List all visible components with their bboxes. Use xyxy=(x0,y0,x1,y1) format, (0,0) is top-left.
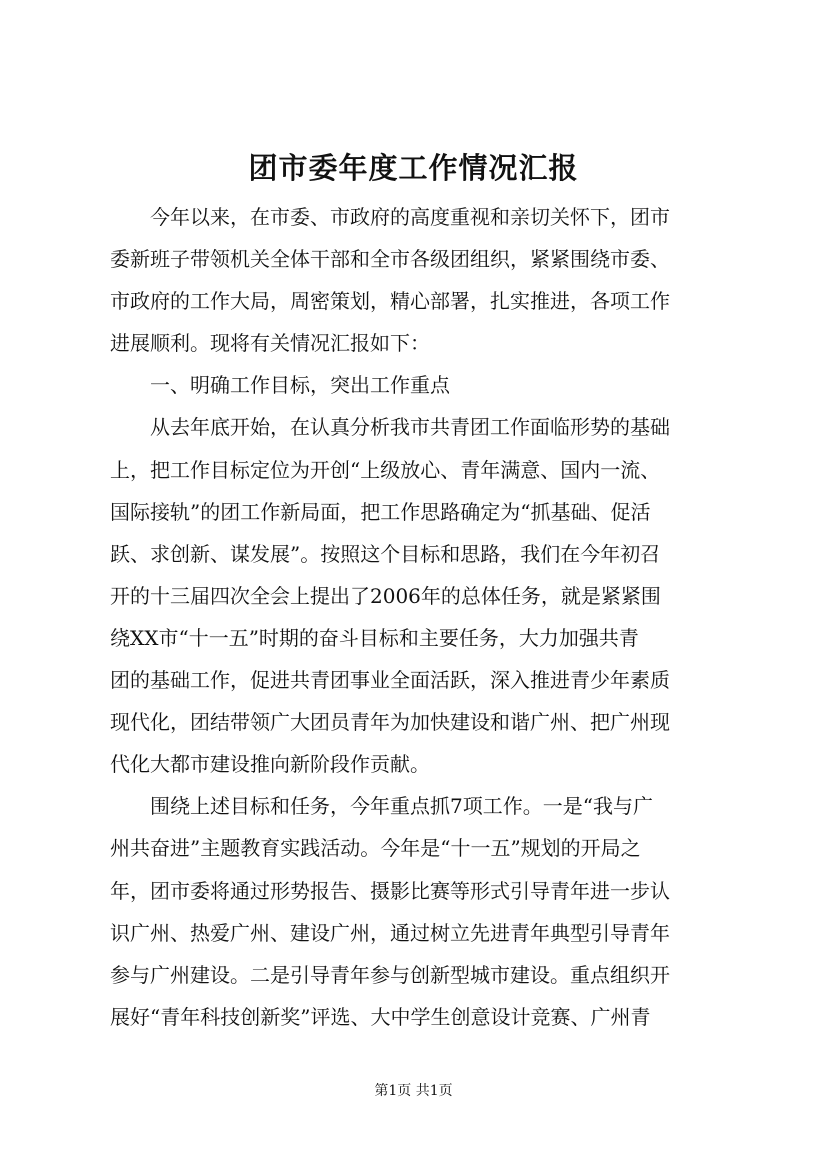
paragraph-line: 开的十三届四次全会上提出了2006年的总体任务，就是紧紧围 xyxy=(110,583,661,608)
paragraph-line: 现代化，团结带领广大团员青年为加快建设和谐广州、把广州现 xyxy=(110,710,670,735)
paragraph-line: 参与广州建设。二是引导青年参与创新型城市建设。重点组织开 xyxy=(110,962,670,987)
paragraph-line: 围绕上述目标和任务，今年重点抓7项工作。一是“我与广 xyxy=(150,794,653,819)
paragraph-line: 上，把工作目标定位为开创“上级放心、青年满意、国内一流、 xyxy=(110,457,661,482)
paragraph-line: 今年以来，在市委、市政府的高度重视和亲切关怀下，团市 xyxy=(150,205,670,229)
paragraph-line: 从去年底开始，在认真分析我市共青团工作面临形势的基础 xyxy=(150,415,670,440)
paragraph-line: 进展顺利。现将有关情况汇报如下： xyxy=(110,331,430,356)
paragraph-line: 团的基础工作，促进共青团事业全面活跃，深入推进青少年素质 xyxy=(110,668,670,693)
paragraph-line: 市政府的工作大局，周密策划，精心部署，扎实推进，各项工作 xyxy=(110,289,670,314)
paragraph-line: 展好“青年科技创新奖”评选、大中学生创意设计竞赛、广州青 xyxy=(110,1004,651,1029)
document-body xyxy=(110,196,738,1038)
paragraph-line: 委新班子带领机关全体干部和全市各级团组织，紧紧围绕市委、 xyxy=(110,247,670,272)
paragraph-line: 年，团市委将通过形势报告、摄影比赛等形式引导青年进一步认 xyxy=(110,878,670,903)
paragraph-line: 绕XX市“十一五”时期的奋斗目标和主要任务，大力加强共青 xyxy=(110,625,639,650)
paragraph-line: 识广州、热爱广州、建设广州，通过树立先进青年典型引导青年 xyxy=(110,920,670,945)
paragraph-line: 州共奋进”主题教育实践活动。今年是“十一五”规划的开局之 xyxy=(110,836,641,861)
paragraph-line: 跃、求创新、谋发展”。按照这个目标和思路，我们在今年初召 xyxy=(110,541,661,566)
document-title: 团市委年度工作情况汇报 xyxy=(248,151,579,185)
page-footer: 第1页 共1页 xyxy=(374,1083,453,1099)
paragraph-line: 代化大都市建设推向新阶段作贡献。 xyxy=(110,752,430,777)
paragraph-line: 国际接轨”的团工作新局面，把工作思路确定为“抓基础、促活 xyxy=(110,499,651,524)
section-heading: 一、明确工作目标，突出工作重点 xyxy=(150,373,450,398)
